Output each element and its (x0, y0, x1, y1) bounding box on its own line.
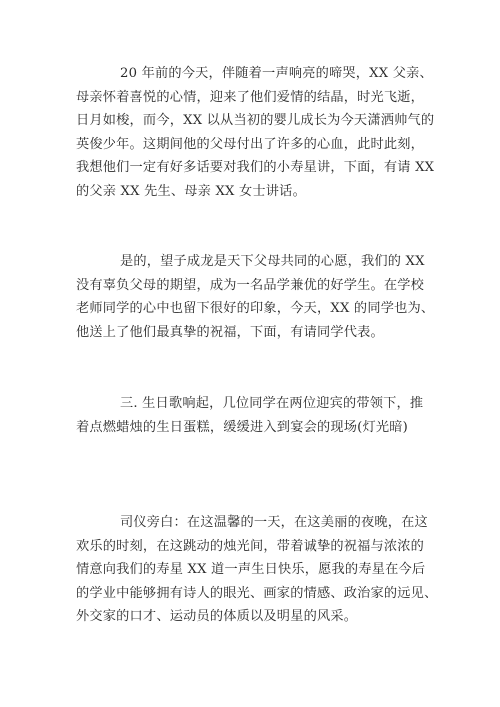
text-line: 外交家的口才、运动员的体质以及明星的风采。 (76, 609, 358, 624)
text-line: 日月如梭，而今，XX 以从当初的婴儿成长为今天潇洒帅气的 (76, 113, 435, 128)
paragraph-host-narration (76, 511, 438, 629)
paragraph-birth-intro (76, 62, 435, 203)
text-line: 20 年前的今天，伴随着一声响亮的啼哭，XX 父亲、 (120, 66, 433, 81)
text-line: 司仪旁白：在这温馨的一天，在这美丽的夜晚，在这 (120, 515, 428, 530)
text-line: 老师同学的心中也留下很好的印象，今天，XX 的同学也为、 (76, 301, 435, 316)
text-line: 他送上了他们最真挚的祝福，下面，有请同学代表。 (76, 324, 384, 340)
paragraph-parents-wish (76, 250, 435, 344)
text-line: 没有辜负父母的期望，成为一名品学兼优的好学生。在学校 (76, 277, 425, 293)
paragraph-birthday-song (76, 392, 428, 439)
text-line: 的学业中能够拥有诗人的眼光、画家的情感、政治家的远见、 (76, 585, 438, 601)
text-line: 我想他们一定有好多话要对我们的小寿星讲，下面，有请 XX (76, 160, 435, 175)
text-line: 英俊少年。这期间他的父母付出了许多的心血，此时此刻， (76, 136, 425, 152)
text-line: 的父亲 XX 先生、母亲 XX 女士讲话。 (76, 183, 306, 199)
text-line: 是的，望子成龙是天下父母共同的心愿，我们的 XX (120, 254, 425, 269)
text-line: 三. 生日歌响起，几位同学在两位迎宾的带领下，推 (120, 396, 424, 411)
text-line: 情意向我们的寿星 XX 道一声生日快乐，愿我的寿星在今后 (76, 562, 426, 577)
text-line: 母亲怀着喜悦的心情，迎来了他们爱情的结晶，时光飞逝， (76, 89, 425, 105)
text-line: 欢乐的时刻，在这跳动的烛光间，带着诚挚的祝福与浓浓的 (76, 538, 425, 554)
text-line: 着点燃蜡烛的生日蛋糕，缓缓进入到宴会的现场(灯光暗) (76, 419, 408, 435)
